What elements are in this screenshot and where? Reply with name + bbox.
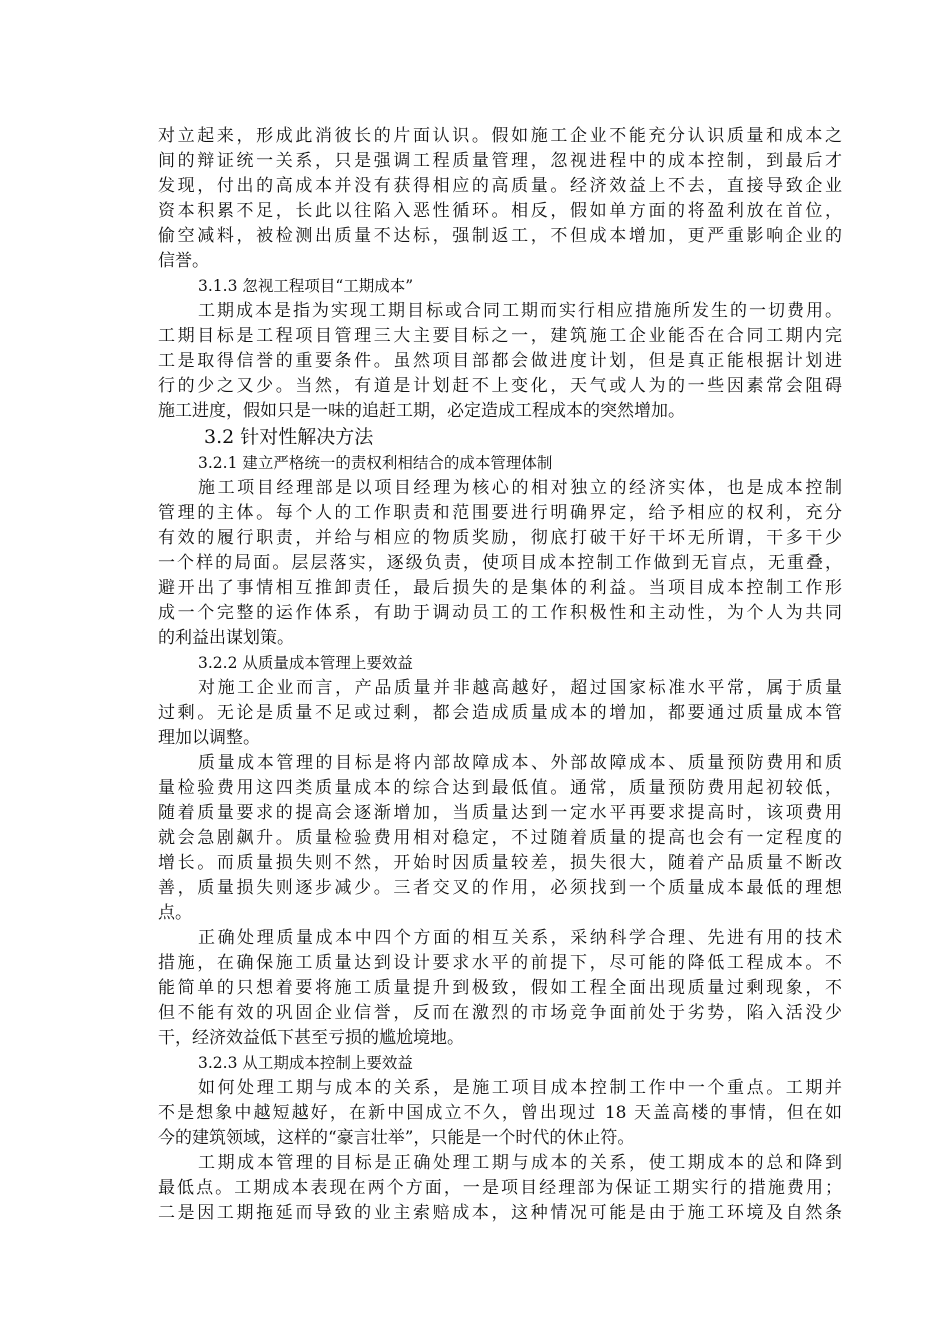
subsection-heading: 3.2.3 从工期成本控制上要效益: [198, 1054, 413, 1072]
paragraph-line: 一个样的局面。层层落实，逐级负责，使项目成本控制工作做到无盲点，无重叠，: [158, 553, 842, 573]
document-page: [158, 124, 842, 1226]
paragraph-line: 成一个完整的运作体系，有助于调动员工的工作积极性和主动性，为个人为共同: [158, 603, 842, 623]
paragraph-line: 点。: [158, 903, 192, 923]
paragraph-first-line: 对施工企业而言，产品质量并非越高越好，超过国家标准水平常，属于质量: [198, 678, 842, 698]
paragraph-first-line: 工期成本管理的目标是正确处理工期与成本的关系，使工期成本的总和降到: [198, 1153, 842, 1173]
paragraph-line: 间的辩证统一关系，只是强调工程质量管理，忽视进程中的成本控制，到最后才: [158, 151, 842, 171]
paragraph-line: 对立起来，形成此消彼长的片面认识。假如施工企业不能充分认识质量和成本之: [158, 126, 842, 146]
paragraph-line: 理加以调整。: [158, 728, 260, 748]
paragraph-line: 的利益出谋划策。: [158, 628, 294, 648]
subsection-heading: 3.1.3 忽视工程项目“工期成本”: [198, 277, 414, 295]
paragraph-line: 二是因工期拖延而导致的业主索赔成本，这种情况可能是由于施工环境及自然条: [158, 1203, 842, 1223]
paragraph-line: 量检验费用这四类质量成本的综合达到最低值。通常，质量预防费用起初较低，: [158, 778, 842, 798]
paragraph-line: 不是想象中越短越好，在新中国成立不久，曾出现过 18 天盖高楼的事情，但在如: [158, 1103, 842, 1123]
paragraph-first-line: 质量成本管理的目标是将内部故障成本、外部故障成本、质量预防费用和质: [198, 753, 842, 773]
paragraph-first-line: 工期成本是指为实现工期目标或合同工期而实行相应措施所发生的一切费用。: [198, 301, 842, 321]
section-heading: 3.2 针对性解决方法: [204, 426, 374, 448]
paragraph-line: 工是取得信誉的重要条件。虽然项目部都会做进度计划，但是真正能根据计划进: [158, 351, 842, 371]
paragraph-line: 善，质量损失则逐步减少。三者交叉的作用，必须找到一个质量成本最低的理想: [158, 878, 842, 898]
paragraph-line: 就会急剧飙升。质量检验费用相对稳定，不过随着质量的提高也会有一定程度的: [158, 828, 842, 848]
paragraph-line: 发现，付出的高成本并没有获得相应的高质量。经济效益上不去，直接导致企业: [158, 176, 842, 196]
paragraph-line: 措施，在确保施工质量达到设计要求水平的前提下，尽可能的降低工程成本。不: [158, 953, 842, 973]
subsection-heading: 3.2.2 从质量成本管理上要效益: [198, 654, 413, 672]
paragraph-line: 资本积累不足，长此以往陷入恶性循环。相反，假如单方面的将盈利放在首位，: [158, 201, 842, 221]
subsection-heading: 3.2.1 建立严格统一的责权利相结合的成本管理体制: [198, 454, 553, 472]
paragraph-first-line: 正确处理质量成本中四个方面的相互关系，采纳科学合理、先进有用的技术: [198, 928, 842, 948]
paragraph-line: 随着质量要求的提高会逐渐增加，当质量达到一定水平再要求提高时，该项费用: [158, 803, 842, 823]
paragraph-line: 避开出了事情相互推卸责任，最后损失的是集体的利益。当项目成本控制工作形: [158, 578, 842, 598]
paragraph-line: 行的少之又少。当然，有道是计划赶不上变化，天气或人为的一些因素常会阻碍: [158, 376, 842, 396]
paragraph-line: 最低点。工期成本表现在两个方面，一是项目经理部为保证工期实行的措施费用；: [158, 1178, 842, 1198]
paragraph-first-line: 如何处理工期与成本的关系，是施工项目成本控制工作中一个重点。工期并: [198, 1078, 842, 1098]
paragraph-line: 今的建筑领域，这样的“豪言壮举”，只能是一个时代的休止符。: [158, 1128, 635, 1148]
paragraph-line: 干，经济效益低下甚至亏损的尴尬境地。: [158, 1028, 464, 1048]
paragraph-line: 偷空减料，被检测出质量不达标，强制返工，不但成本增加，更严重影响企业的: [158, 226, 842, 246]
paragraph-line: 管理的主体。每个人的工作职责和范围要进行明确界定，给予相应的权利，充分: [158, 503, 842, 523]
paragraph-line: 施工进度，假如只是一味的追赶工期，必定造成工程成本的突然增加。: [158, 401, 685, 421]
paragraph-line: 有效的履行职责，并给与相应的物质奖励，彻底打破干好干坏无所谓，干多干少: [158, 528, 842, 548]
paragraph-line: 但不能有效的巩固企业信誉，反而在激烈的市场竞争面前处于劣势，陷入活没少: [158, 1003, 842, 1023]
paragraph-line: 能简单的只想着要将施工质量提升到极致，假如工程全面出现质量过剩现象，不: [158, 978, 842, 998]
paragraph-first-line: 施工项目经理部是以项目经理为核心的相对独立的经济实体，也是成本控制: [198, 478, 842, 498]
paragraph-line: 工期目标是工程项目管理三大主要目标之一，建筑施工企业能否在合同工期内完: [158, 326, 842, 346]
paragraph-line: 增长。而质量损失则不然，开始时因质量较差，损失很大，随着产品质量不断改: [158, 853, 842, 873]
paragraph-line: 过剩。无论是质量不足或过剩，都会造成质量成本的增加，都要通过质量成本管: [158, 703, 842, 723]
paragraph-line: 信誉。: [158, 251, 209, 271]
